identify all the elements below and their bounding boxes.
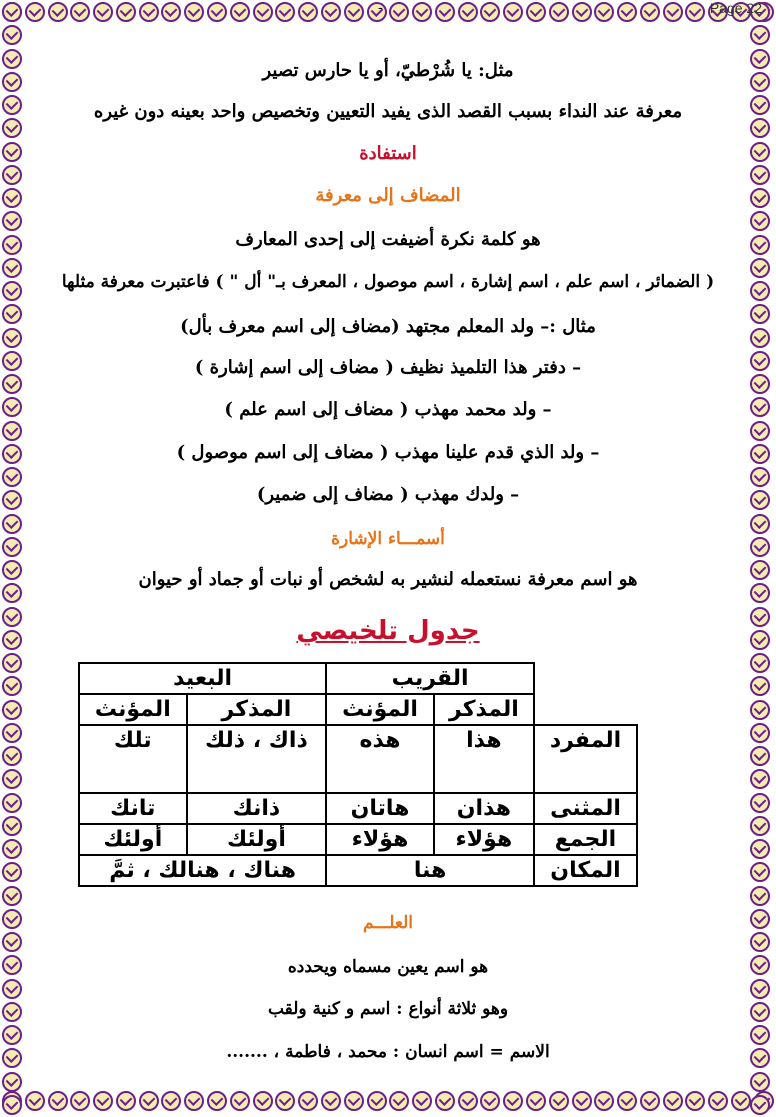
border-ring-icon [750,793,770,813]
border-ring-icon [750,281,770,301]
cell-far-masc: أولئك [187,824,327,855]
row-label: المثنى [534,793,637,824]
page-content [30,0,746,1117]
cell-near-fem: هاتان [326,793,434,824]
example-1: مثال :– ولد المعلم مجتهد (مضاف إلى اسم معرف بأل) [180,316,596,337]
border-ring-icon [750,467,770,487]
border-ring-icon [2,886,22,906]
top-dash: - [378,0,383,16]
border-ring-icon [750,490,770,510]
border-ring-icon [750,1002,770,1022]
border-ring-icon [2,281,22,301]
border-ring-icon [2,653,22,673]
border-ring-icon [750,537,770,557]
right-border [750,0,774,1117]
border-ring-icon [750,235,770,255]
border-ring-icon [2,142,22,162]
border-ring-icon [750,700,770,720]
heading-demonstratives: أسمـــاء الإشارة [331,529,445,549]
alam-types: وهو ثلاثة أنواع : اسم و كنية ولقب [267,999,509,1019]
border-ring-icon [750,25,770,45]
definition-line: معرفة عند النداء بسبب القصد الذى يفيد التعيين وتخصيص واحد بعينه دون غيره [93,101,683,122]
border-ring-icon [2,2,22,22]
border-ring-icon [750,188,770,208]
border-ring-icon [2,95,22,115]
border-ring-icon [750,839,770,859]
border-ring-icon [2,72,22,92]
example-3: – ولد محمد مهذب ( مضاف إلى اسم علم ) [224,399,552,420]
heading-alam: العلـــم [363,913,413,933]
border-ring-icon [2,676,22,696]
page-number: Page 22 [709,0,762,16]
border-ring-icon [750,165,770,185]
border-ring-icon [750,746,770,766]
subheader-far-fem: المؤنث [79,694,187,725]
border-ring-icon [750,909,770,929]
row-label: الجمع [534,824,637,855]
border-ring-icon [2,328,22,348]
heading-mudaf: المضاف إلى معرفة [315,185,461,206]
cell-place-far: هناك ، هنالك ، ثمَّ [79,855,326,886]
example-4: – ولد الذي قدم علينا مهذب ( مضاف إلى اسم موصول ) [176,442,600,463]
border-ring-icon [750,142,770,162]
border-ring-icon [2,909,22,929]
section-label-istifada: استفادة [359,143,417,164]
border-ring-icon [750,630,770,650]
border-ring-icon [750,421,770,441]
border-ring-icon [2,607,22,627]
cell-near-masc: هذا [434,725,534,793]
border-ring-icon [2,490,22,510]
subheader-near-fem: المؤنث [326,694,434,725]
header-far: البعيد [79,663,326,694]
border-ring-icon [750,514,770,534]
left-border [2,0,26,1117]
cell-far-fem: أولئك [79,824,187,855]
border-ring-icon [750,351,770,371]
border-ring-icon [2,118,22,138]
border-ring-icon [2,304,22,324]
border-ring-icon [750,328,770,348]
border-ring-icon [750,1025,770,1045]
mudaf-definition: هو كلمة نكرة أضيفت إلى إحدى المعارف [235,229,541,250]
border-ring-icon [750,955,770,975]
mudaf-types: ( الضمائر ، اسم علم ، اسم إشارة ، اسم موصول ، المعرف بـ" أل " ) فاعتبرت معرفة مثلها [61,272,715,292]
border-ring-icon [750,607,770,627]
cell-far-masc: ذانك [187,793,327,824]
border-ring-icon [2,793,22,813]
border-ring-icon [2,49,22,69]
border-ring-icon [2,537,22,557]
border-ring-icon [750,979,770,999]
row-label: المكان [534,855,637,886]
border-ring-icon [2,700,22,720]
border-ring-icon [750,560,770,580]
border-ring-icon [2,979,22,999]
border-ring-icon [750,95,770,115]
border-ring-icon [750,583,770,603]
border-ring-icon [2,630,22,650]
border-ring-icon [750,258,770,278]
cell-near-masc: هؤلاء [434,824,534,855]
border-ring-icon [2,1002,22,1022]
border-ring-icon [2,211,22,231]
border-ring-icon [750,304,770,324]
example-2: – دفتر هذا التلميذ نظيف ( مضاف إلى اسم إشارة ) [194,357,582,378]
border-ring-icon [2,444,22,464]
border-ring-icon [2,514,22,534]
border-ring-icon [750,653,770,673]
border-ring-icon [2,723,22,743]
border-ring-icon [750,1072,770,1092]
border-ring-icon [2,1025,22,1045]
border-ring-icon [2,560,22,580]
alam-definition: هو اسم يعين مسماه ويحدده [287,957,489,977]
border-ring-icon [750,444,770,464]
cell-near-fem: هؤلاء [326,824,434,855]
alam-example: الاسم = اسم انسان : محمد ، فاطمة ، ....... [226,1042,550,1062]
row-label: المفرد [534,725,637,793]
border-ring-icon [2,1095,22,1115]
header-near: القريب [326,663,534,694]
border-ring-icon [2,397,22,417]
border-ring-icon [750,118,770,138]
cell-near-fem: هذه [326,725,434,793]
border-ring-icon [750,932,770,952]
border-ring-icon [750,211,770,231]
border-ring-icon [2,165,22,185]
border-ring-icon [750,769,770,789]
cell-far-fem: تانك [79,793,187,824]
summary-table-title: جدول تلخيصي [296,616,480,646]
border-ring-icon [2,421,22,441]
cell-far-masc: ذاك ، ذلك [187,725,327,793]
border-ring-icon [750,723,770,743]
border-ring-icon [750,1095,770,1115]
border-ring-icon [750,816,770,836]
border-ring-icon [750,886,770,906]
border-ring-icon [2,235,22,255]
border-ring-icon [2,862,22,882]
subheader-far-masc: المذكر [187,694,327,725]
border-ring-icon [2,955,22,975]
border-ring-icon [750,49,770,69]
border-ring-icon [2,351,22,371]
border-ring-icon [2,374,22,394]
example-line: مثل: يا شُرْطيّ، أو يا حارس تصير [262,60,514,81]
cell-near-masc: هذان [434,793,534,824]
border-ring-icon [2,816,22,836]
border-ring-icon [2,746,22,766]
example-5: – ولدك مهذب ( مضاف إلى ضمير) [256,484,520,505]
border-ring-icon [2,839,22,859]
border-ring-icon [750,862,770,882]
border-ring-icon [2,583,22,603]
border-ring-icon [2,188,22,208]
border-ring-icon [750,676,770,696]
border-ring-icon [750,72,770,92]
cell-place-near: هنا [326,855,534,886]
border-ring-icon [2,1048,22,1068]
border-ring-icon [2,932,22,952]
border-ring-icon [2,258,22,278]
cell-far-fem: تلك [79,725,187,793]
border-ring-icon [2,769,22,789]
border-ring-icon [2,467,22,487]
subheader-near-masc: المذكر [434,694,534,725]
border-ring-icon [750,1048,770,1068]
border-ring-icon [750,374,770,394]
border-ring-icon [750,397,770,417]
border-ring-icon [2,1072,22,1092]
demonstratives-definition: هو اسم معرفة نستعمله لنشير به لشخص أو نبات أو جماد أو حيوان [138,569,638,590]
border-ring-icon [2,25,22,45]
